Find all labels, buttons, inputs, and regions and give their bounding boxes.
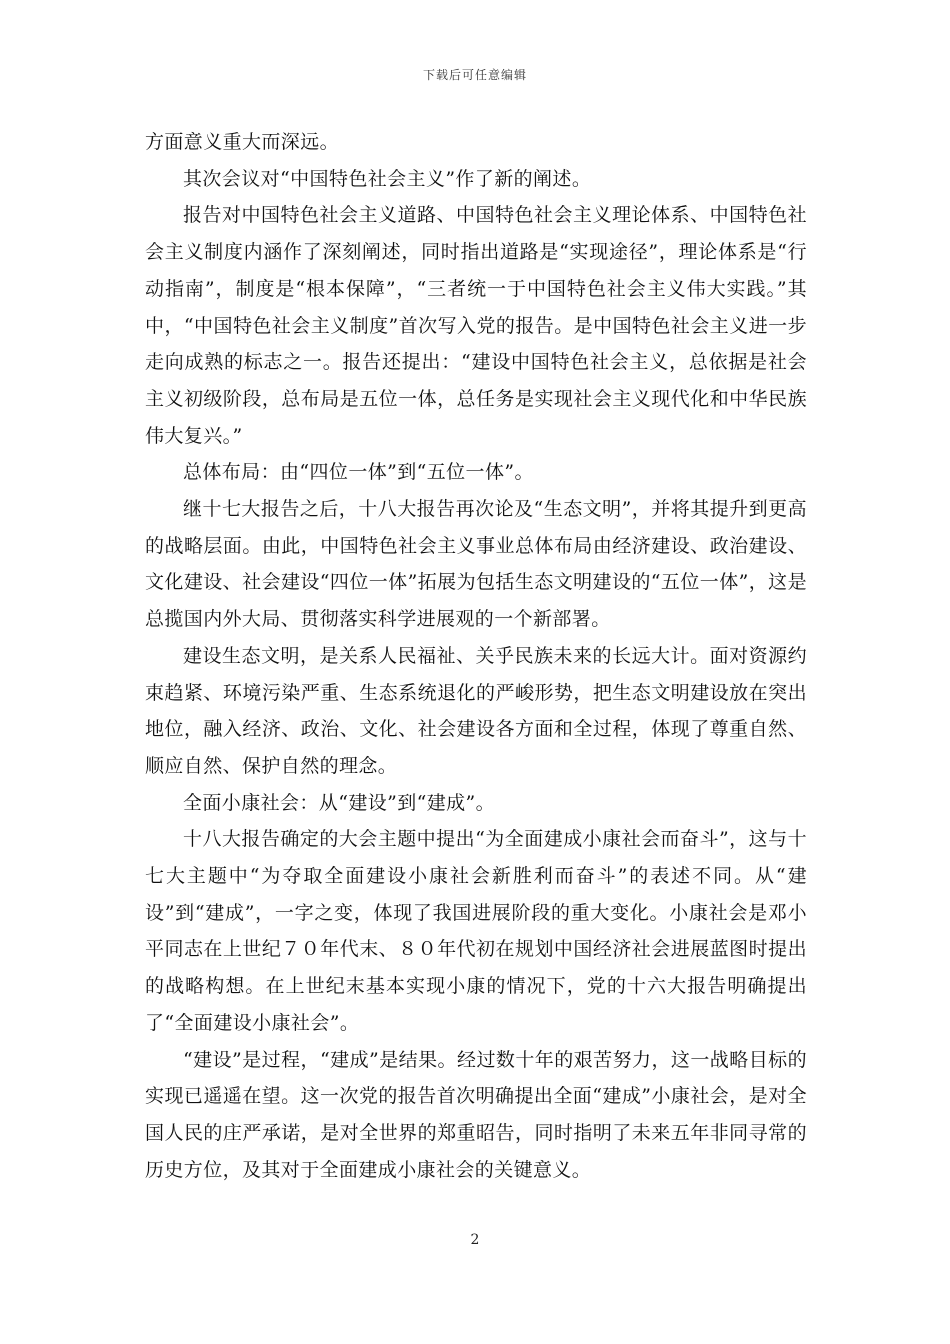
page-number: 2 — [470, 1232, 480, 1248]
paragraph: 其次会议对“中国特色社会主义”作了新的阐述。 — [183, 167, 592, 190]
paragraph: 报告对中国特色社会主义道路、中国特色社会主义理论体系、中国特色社会主义制度内涵作了深刻阐述，同时指出道路是“实现途径”，理论体系是“行动指南”，制度是“根本保障”，“三者统一于中国特色社会主义伟大实践。”其中，“中国特色社会主义制度”首次写入党的报告。是中国特色社会主义进一步走向成熟的标志之一。报告还提出：“建设中国特色社会主义，总依据是社会主义初级阶段，总布局是五位一体，总任务是实现社会主义现代化和中华民族伟大复兴。” — [145, 204, 807, 447]
section-heading: 全面小康社会：从“建设”到“建成”。 — [183, 791, 496, 814]
paragraph: 继十七大报告之后，十八大报告再次论及“生态文明”，并将其提升到更高的战略层面。由此，中国特色社会主义事业总体布局由经济建设、政治建设、文化建设、社会建设“四位一体”拓展为包括生态文明建设的“五位一体”，这是总揽国内外大局、贯彻落实科学进展观的一个新部署。 — [145, 498, 807, 631]
paragraph: 十八大报告确定的大会主题中提出“为全面建成小康社会而奋斗”，这与十七大主题中“为夺取全面建设小康社会新胜利而奋斗”的表述不同。从“建设”到“建成”，一字之变，体现了我国进展阶段的重大变化。小康社会是邓小平同志在上世纪７０年代末、８０年代初在规划中国经济社会进展蓝图时提出的战略构想。在上世纪末基本实现小康的情况下，党的十六大报告明确提出了“全面建设小康社会”。 — [145, 828, 807, 1034]
document-body — [145, 124, 807, 1188]
paragraph: 方面意义重大而深远。 — [145, 131, 340, 153]
paragraph: 建设生态文明，是关系人民福祉、关乎民族未来的长远大计。面对资源约束趋紧、环境污染严重、生态系统退化的严峻形势，把生态文明建设放在突出地位，融入经济、政治、文化、社会建设各方面和全过程，体现了尊重自然、顺应自然、保护自然的理念。 — [145, 644, 807, 777]
section-heading: 总体布局：由“四位一体”到“五位一体”。 — [183, 461, 534, 484]
header-note: 下载后可任意编辑 — [422, 68, 527, 82]
paragraph: “建设”是过程，“建成”是结果。经过数十年的艰苦努力，这一战略目标的实现已遥遥在望。这一次党的报告首次明确提出全面“建成”小康社会，是对全国人民的庄严承诺，是对全世界的郑重昭告，同时指明了未来五年非同寻常的历史方位，及其对于全面建成小康社会的关键意义。 — [145, 1048, 807, 1181]
